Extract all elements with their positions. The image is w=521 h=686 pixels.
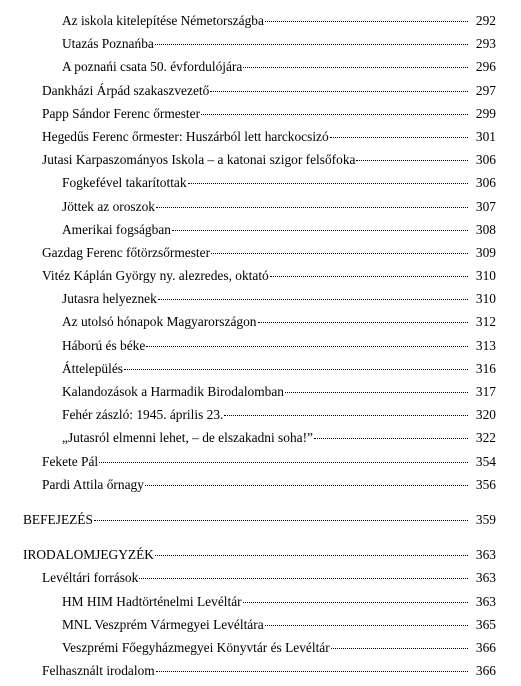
dot-leader: [224, 415, 468, 416]
toc-entry-title: HM HIM Hadtörténelmi Levéltár: [62, 593, 242, 609]
toc-entry-page-number: 363: [475, 547, 496, 563]
toc-entry-title: Fekete Pál: [42, 453, 99, 469]
toc-entry: [0, 264, 521, 287]
toc-entry-page-number: 365: [475, 616, 496, 632]
dot-leader: [314, 438, 468, 439]
toc-entry: [0, 636, 521, 659]
toc-entry-page-number: 317: [475, 384, 496, 399]
toc-entry-title: „Jutasról elmenni lehet, – de elszakadni soha!”: [62, 430, 313, 446]
toc-entry-page-number: 316: [475, 360, 496, 376]
toc-entry: [0, 287, 521, 310]
toc-entry-page-number: 306: [475, 175, 496, 191]
toc-entry-page-number: 366: [475, 639, 496, 655]
toc-entry: [0, 380, 521, 403]
toc-entry-title: Utazás Poznańba: [62, 36, 154, 52]
toc-entry-title: Kalandozások a Harmadik Birodalomban: [62, 384, 284, 399]
toc-entry-page-number: 299: [475, 105, 496, 121]
toc-entry-page-number: 293: [475, 36, 496, 52]
toc-entry: [0, 148, 521, 171]
toc-entry: [0, 334, 521, 357]
toc-entry-page-number: 297: [475, 82, 496, 98]
dot-leader: [210, 91, 468, 92]
table-of-contents: [0, 9, 521, 682]
toc-entry-page-number: 310: [475, 268, 496, 284]
dot-leader: [156, 671, 468, 672]
toc-entry: [0, 55, 521, 78]
toc-entry-page-number: 292: [475, 13, 496, 28]
toc-entry-page-number: 309: [475, 244, 496, 260]
dot-leader: [99, 462, 468, 463]
toc-entry: [0, 171, 521, 194]
toc-entry: [0, 508, 521, 531]
toc-entry: [0, 403, 521, 426]
toc-entry-title: Gazdag Ferenc főtörzsőrmester: [42, 244, 211, 260]
toc-entry-page-number: 296: [475, 59, 496, 75]
toc-entry: [0, 659, 521, 682]
toc-entry-title: Áttelepülés: [62, 360, 123, 376]
toc-entry: [0, 32, 521, 55]
dot-leader: [124, 369, 468, 370]
toc-entry-page-number: 354: [475, 453, 496, 469]
toc-entry-title: A poznańi csata 50. évfordulójára: [62, 59, 243, 75]
dot-leader: [243, 67, 468, 68]
dot-leader: [285, 392, 468, 393]
dot-leader: [270, 276, 468, 277]
toc-entry: [0, 357, 521, 380]
toc-entry-title: Amerikai fogságban: [62, 221, 171, 237]
toc-entry-title: BEFEJEZÉS: [23, 511, 93, 527]
toc-entry-page-number: 312: [475, 314, 496, 330]
toc-entry-page-number: 313: [475, 337, 496, 353]
dot-leader: [156, 207, 468, 208]
dot-leader: [265, 21, 468, 22]
toc-entry-title: Háború és béke: [62, 337, 146, 353]
toc-entry: [0, 543, 521, 566]
toc-entry-page-number: 301: [475, 128, 496, 144]
toc-entry-title: Az utolsó hónapok Magyarországon: [62, 314, 257, 330]
dot-leader: [258, 322, 469, 323]
toc-entry-title: Dankházi Árpád szakaszvezető: [42, 82, 210, 98]
toc-entry-title: Veszprémi Főegyházmegyei Könyvtár és Levéltár: [62, 639, 330, 655]
toc-entry-page-number: 320: [475, 407, 496, 423]
dot-leader: [331, 648, 468, 649]
dot-leader: [146, 346, 468, 347]
toc-entry-title: MNL Veszprém Vármegyei Levéltára: [62, 616, 264, 632]
toc-entry-title: Fehér zászló: 1945. április 23.: [62, 407, 224, 423]
dot-leader: [265, 625, 468, 626]
toc-entry: [0, 125, 521, 148]
toc-entry-title: Hegedűs Ferenc őrmester: Huszárból lett harckocsizó: [42, 128, 329, 144]
toc-entry-page-number: 359: [475, 511, 496, 527]
toc-entry: [0, 450, 521, 473]
toc-entry: [0, 9, 521, 32]
toc-entry-title: Jutasra helyeznek: [62, 291, 157, 307]
toc-entry-title: Pardi Attila őrnagy: [42, 476, 144, 492]
toc-entry-title: Felhasznált irodalom: [42, 663, 155, 679]
toc-entry: [0, 566, 521, 589]
toc-entry-page-number: 356: [475, 476, 496, 492]
dot-leader: [145, 485, 468, 486]
toc-entry: [0, 426, 521, 449]
dot-leader: [201, 114, 468, 115]
toc-entry-title: Fogkefével takarítottak: [62, 175, 187, 191]
toc-entry-title: Az iskola kitelepítése Németországba: [62, 13, 264, 28]
toc-entry-page-number: 308: [475, 221, 496, 237]
dot-leader: [330, 137, 468, 138]
toc-entry: [0, 218, 521, 241]
dot-leader: [155, 555, 468, 556]
toc-entry-page-number: 310: [475, 291, 496, 307]
dot-leader: [188, 183, 468, 184]
toc-entry-page-number: 306: [475, 152, 496, 168]
toc-entry-title: IRODALOMJEGYZÉK: [23, 547, 154, 563]
dot-leader: [172, 230, 468, 231]
toc-entry-page-number: 366: [475, 663, 496, 679]
dot-leader: [94, 520, 468, 521]
toc-entry-page-number: 307: [475, 198, 496, 214]
toc-entry-title: Levéltári források: [42, 570, 139, 586]
toc-entry: [0, 102, 521, 125]
dot-leader: [243, 602, 468, 603]
toc-entry: [0, 310, 521, 333]
toc-entry: [0, 590, 521, 613]
toc-entry-page-number: 363: [475, 593, 496, 609]
dot-leader: [139, 578, 468, 579]
toc-entry-page-number: 322: [475, 430, 496, 446]
dot-leader: [356, 160, 468, 161]
toc-entry-title: Jöttek az oroszok: [62, 198, 155, 214]
dot-leader: [211, 253, 468, 254]
toc-entry: [0, 79, 521, 102]
toc-entry: [0, 473, 521, 496]
toc-entry-page-number: 363: [475, 570, 496, 586]
toc-entry-title: Vitéz Káplán György ny. alezredes, oktató: [42, 268, 269, 284]
toc-entry: [0, 613, 521, 636]
toc-entry-title: Papp Sándor Ferenc őrmester: [42, 105, 201, 121]
toc-entry: [0, 195, 521, 218]
toc-entry-title: Jutasi Karpaszományos Iskola – a katonai szigor felsőfoka: [42, 152, 356, 168]
dot-leader: [158, 299, 468, 300]
dot-leader: [155, 44, 468, 45]
toc-entry: [0, 241, 521, 264]
